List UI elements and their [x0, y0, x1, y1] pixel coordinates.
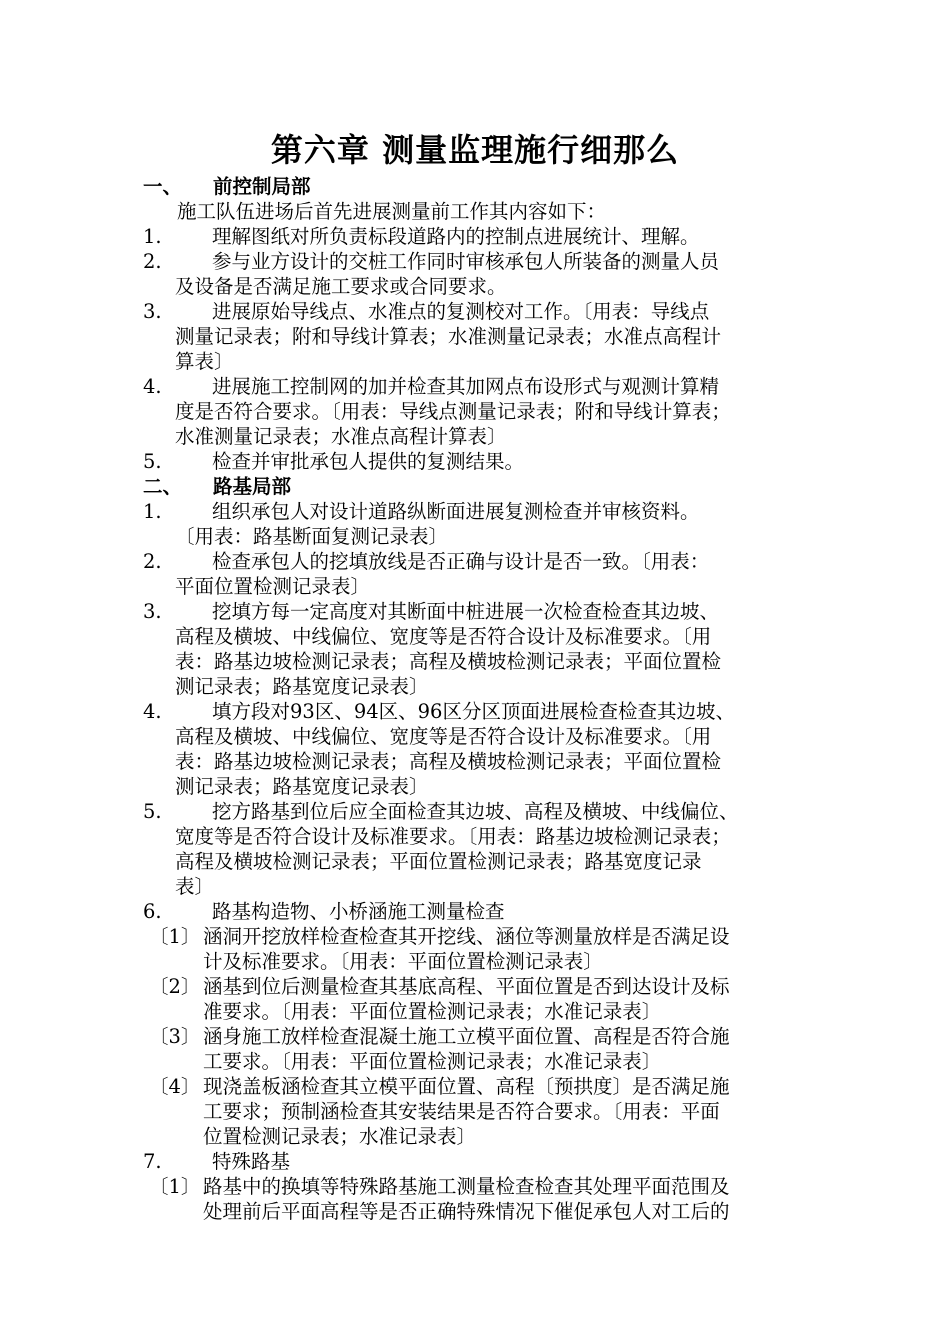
- list-item-text: 高程及横坡、中线偏位、宽度等是否符合设计及标准要求。〔用: [175, 725, 712, 748]
- sub-item: [143, 974, 833, 999]
- list-item-text: 检查并审批承包人提供的复测结果。: [212, 450, 525, 473]
- sub-item-continuation: [143, 1049, 833, 1074]
- list-item: [143, 449, 833, 474]
- list-item-text: 宽度等是否符合设计及标准要求。〔用表：路基边坡检测记录表；: [175, 825, 731, 848]
- list-item-text: 测记录表；路基宽度记录表〕: [175, 775, 429, 798]
- list-item: [143, 1149, 833, 1174]
- sub-item-text: 处理前后平面高程等是否正确特殊情况下催促承包人对工后的: [203, 1200, 730, 1223]
- sub-item-text: 位置检测记录表；水准记录表〕: [203, 1125, 477, 1148]
- list-item-text: 检查承包人的挖填放线是否正确与设计是否一致。〔用表：: [212, 550, 710, 573]
- list-item-continuation: [143, 774, 833, 799]
- list-item-number: 2.: [143, 250, 162, 273]
- section-title: 路基局部: [213, 475, 292, 498]
- list-item: [143, 249, 833, 274]
- list-item-text: 及设备是否满足施工要求或合同要求。: [175, 275, 507, 298]
- list-item-continuation: [143, 324, 833, 349]
- list-item-text: 测记录表；路基宽度记录表〕: [175, 675, 429, 698]
- list-item-text: 高程及横坡、中线偏位、宽度等是否符合设计及标准要求。〔用: [175, 625, 712, 648]
- list-item-text: 度是否符合要求。〔用表：导线点测量记录表；附和导线计算表；: [175, 400, 731, 423]
- list-item-continuation: [143, 424, 833, 449]
- list-item: [143, 799, 833, 824]
- list-item: [143, 374, 833, 399]
- list-item-number: 4.: [143, 375, 162, 398]
- list-item-number: 3.: [143, 600, 162, 623]
- sub-item: [143, 924, 833, 949]
- sub-item-text: 涵身施工放样检查混凝土施工立模平面位置、高程是否符合施: [203, 1025, 730, 1048]
- list-item-number: 7.: [143, 1150, 162, 1173]
- sub-item-text: 涵洞开挖放样检查检查其开挖线、涵位等测量放样是否满足设: [203, 925, 730, 948]
- list-item-continuation: [143, 574, 833, 599]
- sub-item-text: 路基中的换填等特殊路基施工测量检查检查其处理平面范围及: [203, 1175, 730, 1198]
- list-item-number: 4.: [143, 700, 162, 723]
- list-item-number: 5.: [143, 800, 162, 823]
- list-item-continuation: [143, 274, 833, 299]
- page-title: 第六章 测量监理施行细那么: [270, 131, 680, 169]
- sub-item-continuation: [143, 1124, 833, 1149]
- sub-item-text: 工要求；预制涵检查其安装结果是否符合要求。〔用表：平面: [203, 1100, 720, 1123]
- list-item-text: 表：路基边坡检测记录表；高程及横坡检测记录表；平面位置检: [175, 650, 722, 673]
- section-title: 前控制局部: [213, 175, 311, 198]
- list-item-continuation: [143, 399, 833, 424]
- list-item-continuation: [143, 624, 833, 649]
- list-item-text: 表：路基边坡检测记录表；高程及横坡检测记录表；平面位置检: [175, 750, 722, 773]
- sub-item-text: 准要求。〔用表：平面位置检测记录表；水准记录表〕: [203, 1000, 662, 1023]
- list-item-text: 填方段对93区、94区、96区分区顶面进展检查检查其边坡、: [212, 700, 735, 723]
- list-item: [143, 599, 833, 624]
- list-item-text: 特殊路基: [212, 1150, 291, 1173]
- sub-item: [143, 1074, 833, 1099]
- list-item-text: 路基构造物、小桥涵施工测量检查: [212, 900, 505, 923]
- sub-item-continuation: [143, 999, 833, 1024]
- list-item-text: 进展原始导线点、水准点的复测校对工作。〔用表：导线点: [212, 300, 710, 323]
- list-item-text: 表〕: [175, 875, 215, 898]
- list-item-text: 理解图纸对所负责标段道路内的控制点进展统计、理解。: [212, 225, 700, 248]
- sub-item-text: 工要求。〔用表：平面位置检测记录表；水准记录表〕: [203, 1050, 662, 1073]
- sub-item-continuation: [143, 949, 833, 974]
- sub-item-number: 〔4〕: [149, 1075, 201, 1098]
- sub-item: [143, 1024, 833, 1049]
- list-item-text: 组织承包人对设计道路纵断面进展复测检查并审核资料。: [212, 500, 700, 523]
- list-item-continuation: [143, 849, 833, 874]
- list-item-text: 测量记录表；附和导线计算表；水准测量记录表；水准点高程计: [175, 325, 722, 348]
- list-item-text: 〔用表：路基断面复测记录表〕: [175, 525, 449, 548]
- list-item: [143, 499, 833, 524]
- list-item-continuation: [143, 749, 833, 774]
- list-item-text: 挖方路基到位后应全面检查其边坡、高程及横坡、中线偏位、: [212, 800, 739, 823]
- section-number: 一、: [143, 175, 183, 198]
- list-item-continuation: [143, 524, 833, 549]
- list-item-continuation: [143, 349, 833, 374]
- list-item-continuation: [143, 874, 833, 899]
- section-heading: [143, 474, 833, 499]
- list-item-number: 2.: [143, 550, 162, 573]
- sub-item-number: 〔2〕: [149, 975, 201, 998]
- sub-item-text: 计及标准要求。〔用表：平面位置检测记录表〕: [203, 950, 603, 973]
- list-item-text: 平面位置检测记录表〕: [175, 575, 371, 598]
- list-item: [143, 699, 833, 724]
- sub-item: [143, 1174, 833, 1199]
- list-item-text: 进展施工控制网的加并检查其加网点布设形式与观测计算精: [212, 375, 720, 398]
- list-item-continuation: [143, 674, 833, 699]
- list-item-text: 水准测量记录表；水准点高程计算表〕: [175, 425, 507, 448]
- list-item-number: 1.: [143, 225, 162, 248]
- list-item-number: 3.: [143, 300, 162, 323]
- list-item-number: 1.: [143, 500, 162, 523]
- sub-item-text: 涵基到位后测量检查其基底高程、平面位置是否到达设计及标: [203, 975, 730, 998]
- list-item-text: 挖填方每一定高度对其断面中桩进展一次检查检查其边坡、: [212, 600, 720, 623]
- document-body: [143, 174, 833, 1224]
- list-item-continuation: [143, 724, 833, 749]
- list-item: [143, 899, 833, 924]
- list-item-number: 6.: [143, 900, 162, 923]
- list-item-text: 高程及横坡检测记录表；平面位置检测记录表；路基宽度记录: [175, 850, 702, 873]
- section-number: 二、: [143, 475, 183, 498]
- sub-item-continuation: [143, 1199, 833, 1224]
- sub-item-number: 〔3〕: [149, 1025, 201, 1048]
- section-heading: [143, 174, 833, 199]
- list-item: [143, 549, 833, 574]
- list-item: [143, 224, 833, 249]
- list-item-continuation: [143, 824, 833, 849]
- sub-item-continuation: [143, 1099, 833, 1124]
- sub-item-number: 〔1〕: [149, 1175, 201, 1198]
- sub-item-number: 〔1〕: [149, 925, 201, 948]
- list-item-text: 参与业方设计的交桩工作同时审核承包人所装备的测量人员: [212, 250, 720, 273]
- list-item-text: 算表〕: [175, 350, 234, 373]
- list-item-number: 5.: [143, 450, 162, 473]
- section-intro: 施工队伍进场后首先进展测量前工作其内容如下：: [177, 200, 607, 223]
- list-item-continuation: [143, 649, 833, 674]
- list-item: [143, 299, 833, 324]
- sub-item-text: 现浇盖板涵检查其立模平面位置、高程〔预拱度〕是否满足施: [203, 1075, 730, 1098]
